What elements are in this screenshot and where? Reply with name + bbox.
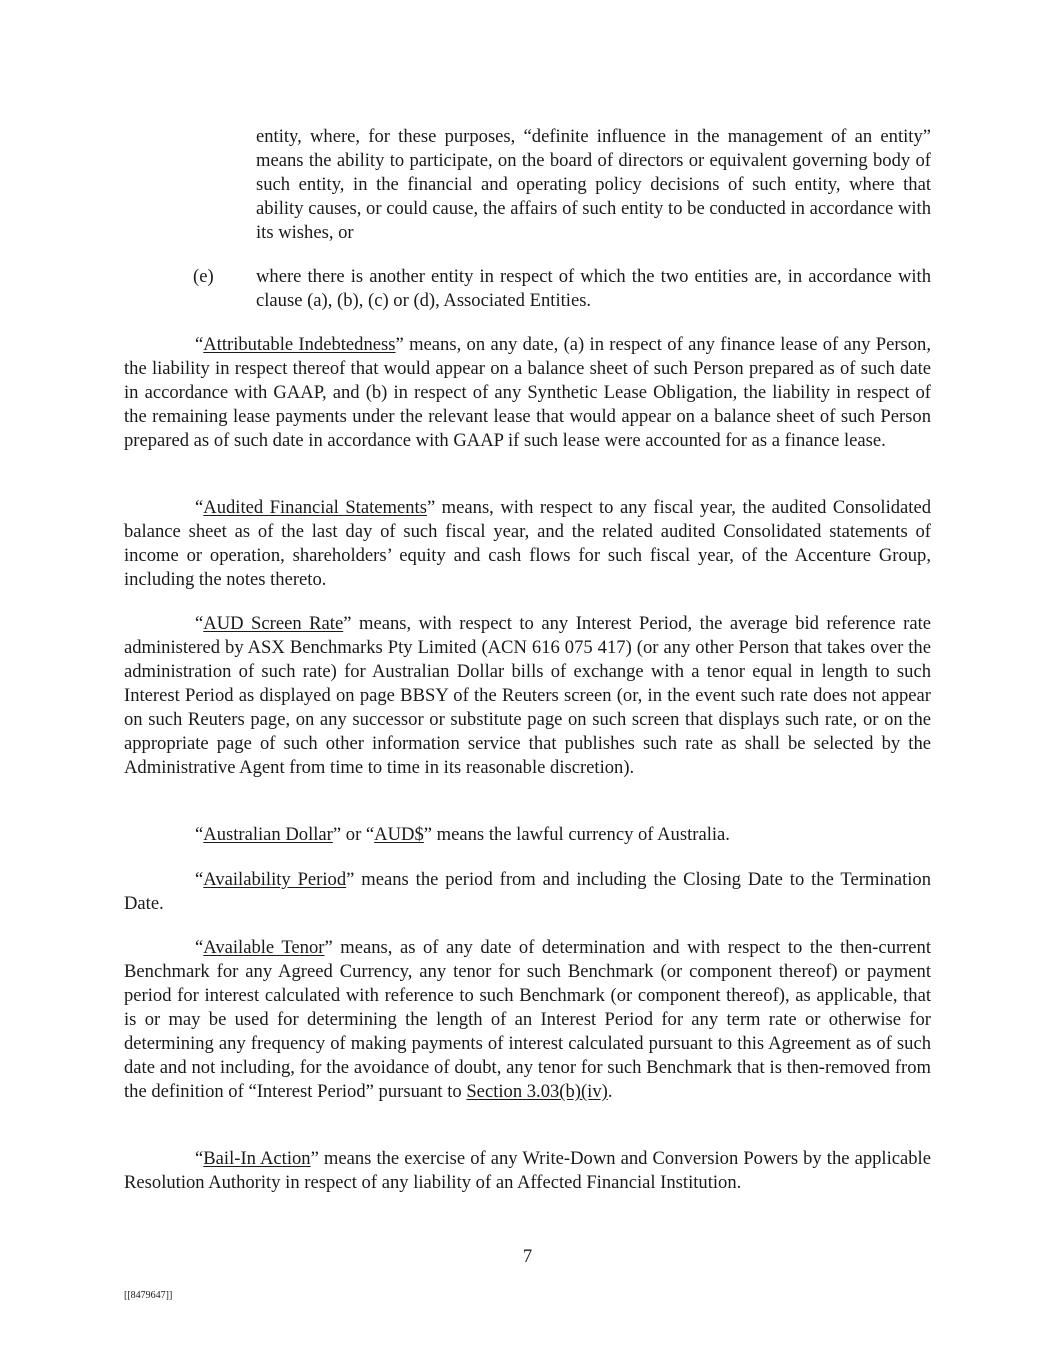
- definition-australian-dollar: [124, 823, 931, 847]
- page-number: 7: [522, 1246, 533, 1267]
- defined-term: Audited Financial Statements: [203, 497, 427, 518]
- open-quote: “: [195, 497, 204, 518]
- definition-body: ” means, with respect to any fiscal year, the audited Consolidated balance sheet as of the last day of such fiscal year, and the related audited Consolidated statements of income or operation, shareholders’ equity and cash flows for such fiscal year, of the Accenture Group, including the notes thereto.: [124, 497, 931, 590]
- definition-body: ” means the period from and including the Closing Date to the Termination Date.: [124, 869, 931, 914]
- continuation-paragraph: entity, where, for these purposes, “definite influence in the management of an entity” means the ability to participate, on the board of directors or equivalent governing body of such entity, in the financial and operating policy decisions of such entity, where that ability causes, or could cause, the affairs of such entity to be conducted in accordance with its wishes, or: [256, 126, 931, 243]
- open-quote: “: [195, 937, 204, 958]
- defined-term: AUD Screen Rate: [203, 613, 344, 634]
- defined-term: Australian Dollar: [203, 824, 333, 845]
- defined-term: AUD$: [374, 824, 424, 845]
- defined-term: Attributable Indebtedness: [203, 334, 396, 355]
- connector-text: ” or “: [332, 824, 375, 845]
- open-quote: “: [195, 869, 204, 890]
- section-reference-link[interactable]: Section 3.03(b)(iv): [466, 1081, 608, 1102]
- open-quote: “: [195, 613, 204, 634]
- open-quote: “: [195, 1148, 204, 1169]
- definition-availability-period: [124, 868, 931, 916]
- definition-body: ” means the lawful currency of Australia.: [423, 824, 730, 845]
- defined-term: Availability Period: [203, 869, 347, 890]
- clause-e-text: where there is another entity in respect of which the two entities are, in accordance with clause (a), (b), (c) or (d), Associated Entities.: [256, 266, 931, 311]
- period: .: [607, 1081, 613, 1102]
- definition-available-tenor: [124, 936, 931, 1104]
- open-quote: “: [195, 824, 204, 845]
- definition-body: ” means, as of any date of determination and with respect to the then-current Benchmark for any Agreed Currency, any tenor for such Benchmark (or component thereof) or payment period for interest calculated with reference to such Benchmark (or component thereof), as applicable, that is or may be used for determining the length of an Interest Period for any term rate or otherwise for determining any frequency of making payments of interest calculated pursuant to this Agreement as of such date and not including, for the avoidance of doubt, any tenor for such Benchmark that is then-removed from the definition of “Interest Period” pursuant to: [124, 937, 931, 1102]
- definition-body: ” means the exercise of any Write-Down and Conversion Powers by the applicable Resolution Authority in respect of any liability of an Affected Financial Institution.: [124, 1148, 931, 1193]
- defined-term: Available Tenor: [203, 937, 325, 958]
- defined-term: Bail-In Action: [203, 1148, 311, 1169]
- definition-body: ” means, with respect to any Interest Period, the average bid reference rate administered by ASX Benchmarks Pty Limited (ACN 616 075 417) (or any other Person that takes over the administration of such rate) for Australian Dollar bills of exchange with a tenor equal in length to such Interest Period as displayed on page BBSY of the Reuters screen (or, in the event such rate does not appear on such Reuters page, on any successor or substitute page on such screen that displays such rate, or on the appropriate page of such other information service that publishes such rate as shall be selected by the Administrative Agent from time to time in its reasonable discretion).: [124, 613, 931, 778]
- open-quote: “: [195, 334, 204, 355]
- clause-e-label: (e): [193, 266, 214, 287]
- definition-bail-in-action: [124, 1147, 931, 1195]
- definition-attributable-indebtedness: [124, 333, 931, 453]
- definition-audited-financial-statements: [124, 496, 931, 592]
- document-id: [[8479647]]: [124, 1290, 173, 1301]
- definition-body: ” means, on any date, (a) in respect of any finance lease of any Person, the liability in respect thereof that would appear on a balance sheet of such Person prepared as of such date in accordance with GAAP, and (b) in respect of any Synthetic Lease Obligation, the liability in respect of the remaining lease payments under the relevant lease that would appear on a balance sheet of such Person prepared as of such date in accordance with GAAP if such lease were accounted for as a finance lease.: [124, 334, 931, 451]
- definition-aud-screen-rate: [124, 612, 931, 780]
